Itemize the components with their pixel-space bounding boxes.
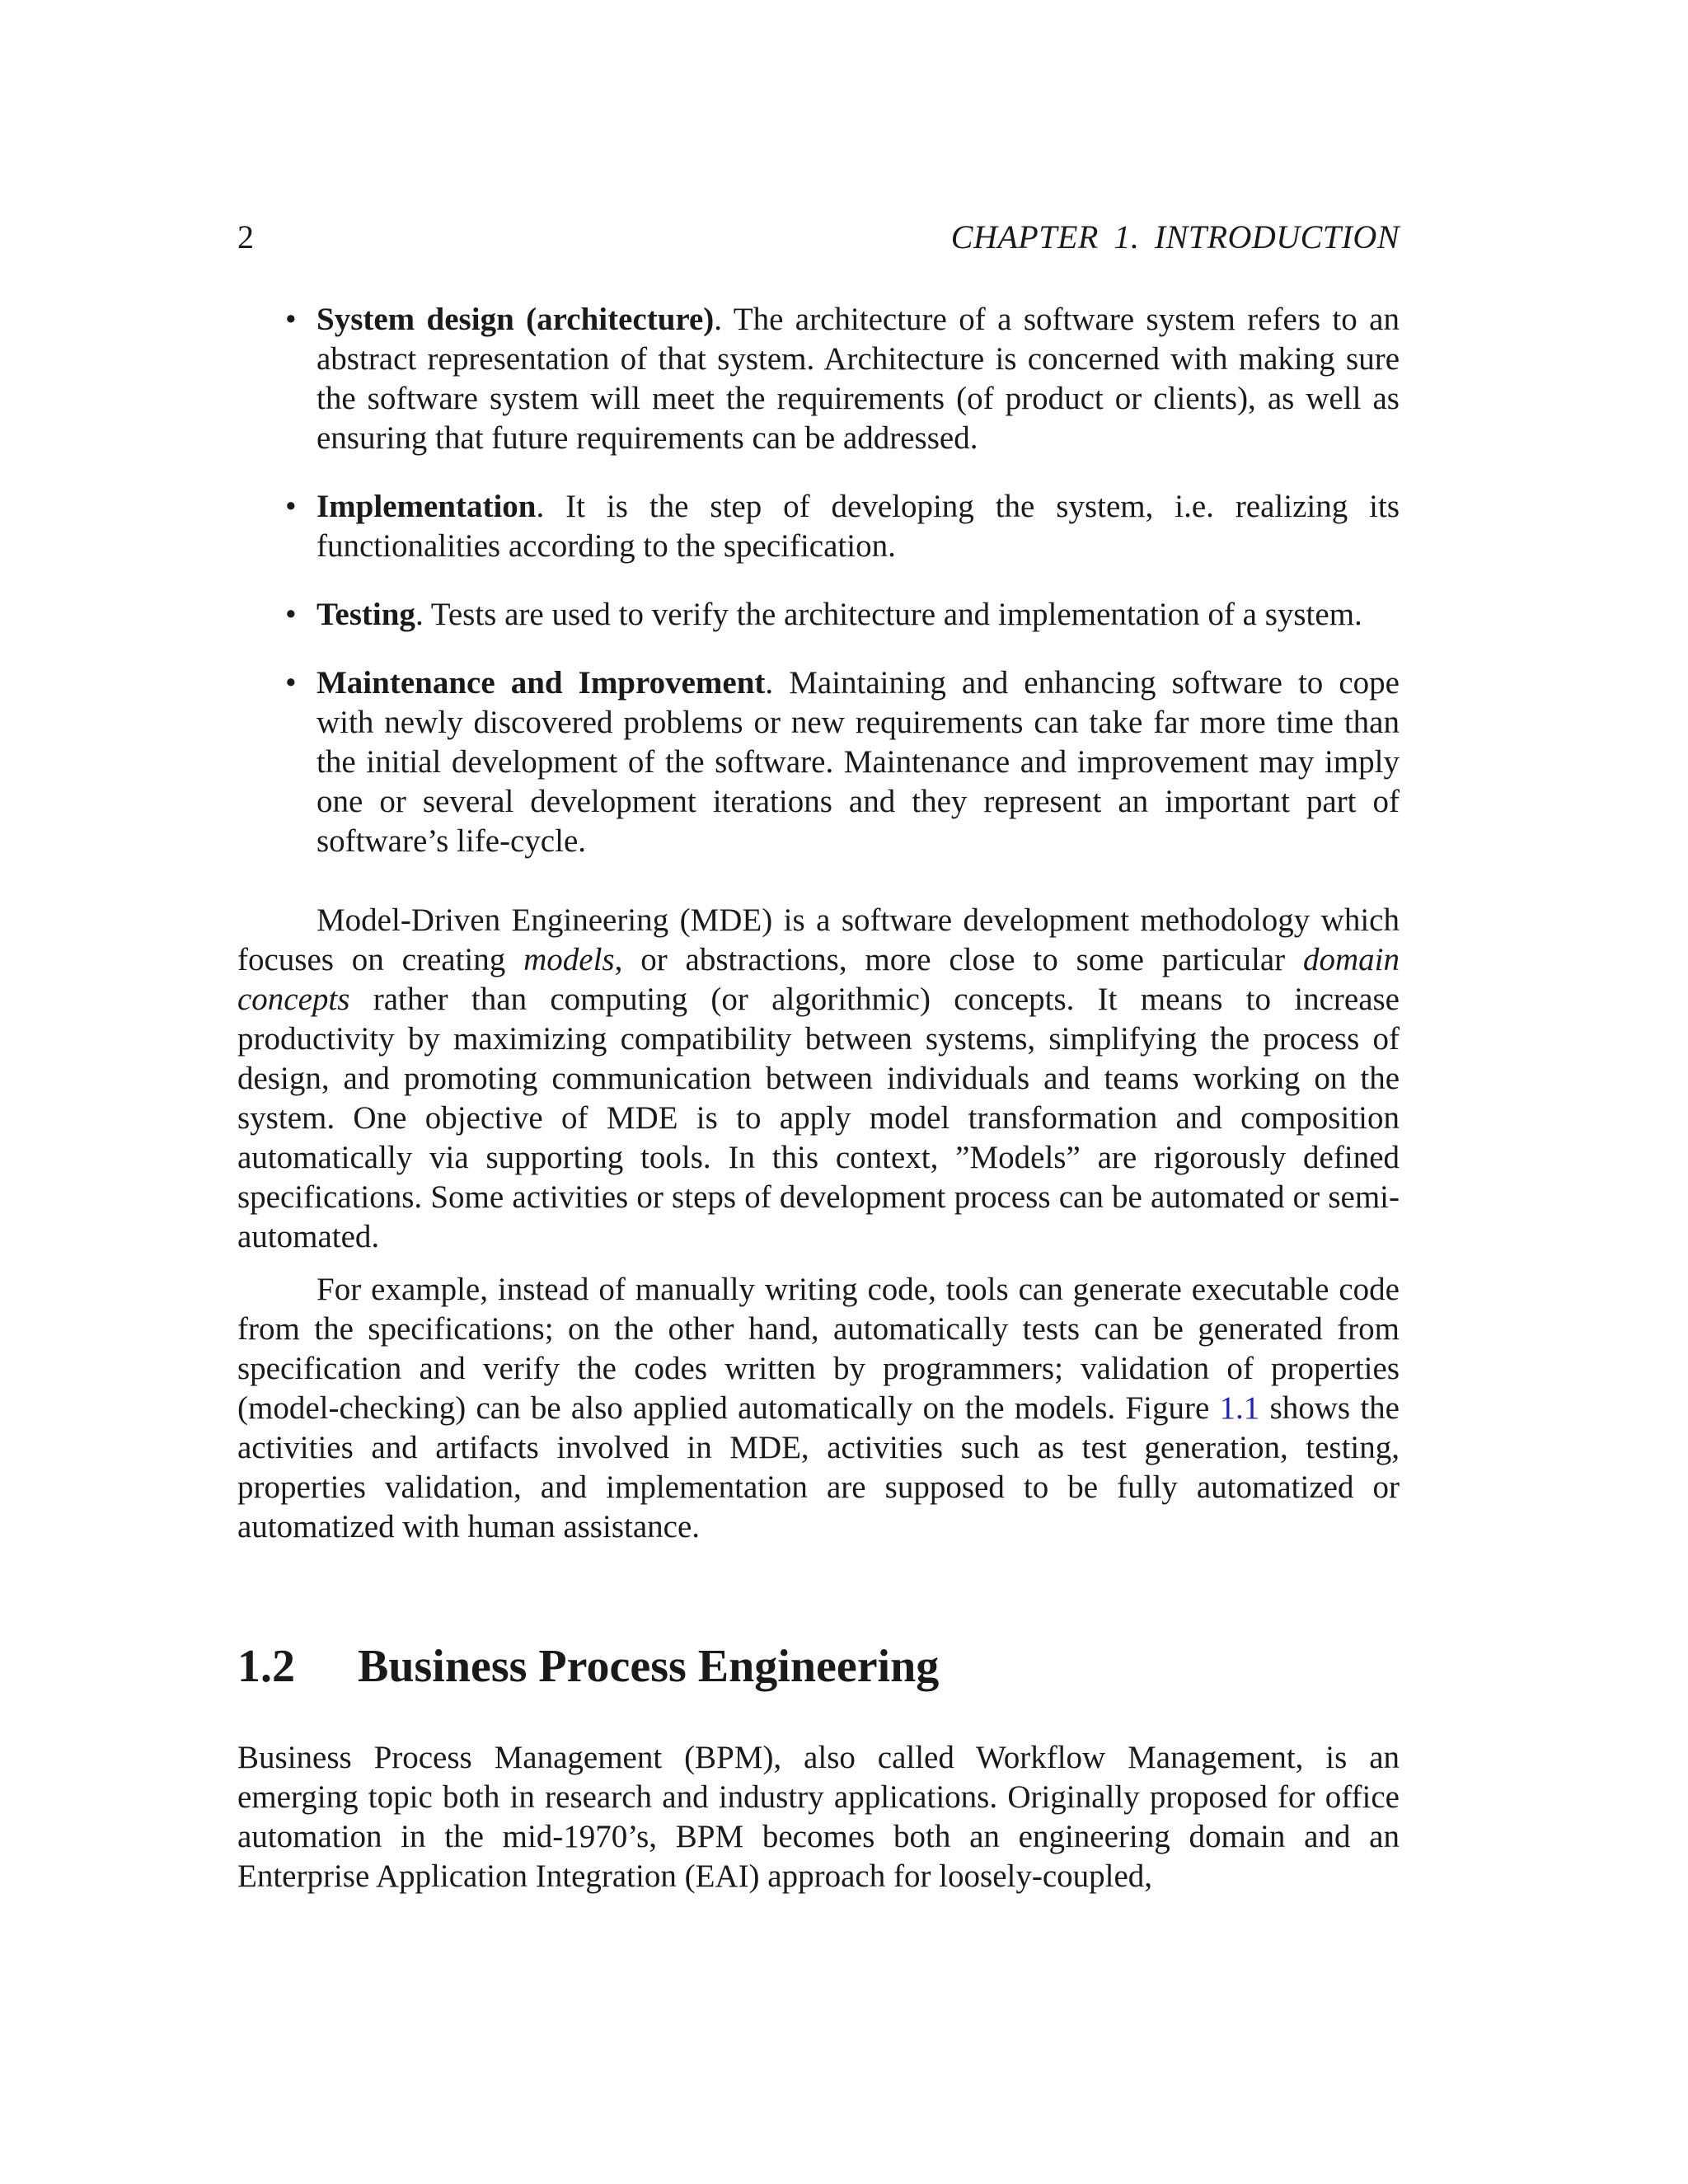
list-item-term: Testing [316, 597, 415, 632]
section-heading [237, 1638, 1400, 1695]
lifecycle-list [237, 300, 1400, 861]
page-number: 2 [237, 218, 254, 255]
section-title: Business Process Engineering [358, 1641, 940, 1692]
list-item [237, 300, 1400, 458]
bpm-paragraph: Business Process Management (BPM), also called Workflow Management, is an emerging topic both in research and industry applications. Originally proposed for office automation in the mid-1970’s, BPM becomes both an engineering domain and an Enterprise Application Integration (EAI) approach for loosely-coupled, [237, 1740, 1400, 1894]
list-item-term: Implementation [316, 489, 537, 524]
list-item-term: Maintenance and Improvement [316, 665, 766, 701]
list-item-text: . Tests are used to verify the architecture and implementation of a system. [415, 597, 1362, 632]
example-paragraph: For example, instead of manually writing code, tools can generate executable code from the specifications; on the other hand, automatically tests can be generated from specification and verify the codes written by programmers; validation of properties (model-checking) can be also applied automatically on the models. Figure 1.1 shows the activities and artifacts involved in MDE, activities such as test generation, testing, properties validation, and implementation are supposed to be fully automatized or automatized with human assistance. [237, 1272, 1400, 1544]
emphasis-models: models [523, 942, 615, 977]
bullet-icon: • [285, 597, 297, 632]
figure-reference-link[interactable]: 1.1 [1219, 1390, 1260, 1426]
section-number: 1.2 [237, 1641, 295, 1692]
list-item-text: . The architecture of a software system refers to an abstract representation of that system. Architecture is concerned with making sure the software system will meet the requirements (of product or clients), as well as ensuring that future requirements can be addressed. [316, 302, 1400, 456]
running-title: CHAPTER 1. INTRODUCTION [950, 218, 1400, 255]
list-item-text: . It is the step of developing the system, i.e. realizing its functionalities according to the specification. [316, 489, 1400, 564]
bullet-icon: • [285, 489, 297, 524]
mde-paragraph: Model-Driven Engineering (MDE) is a software development methodology which focuses on creating models, or abstractions, more close to some particular domain concepts rather than computing (or algorithmic) concepts. It means to increase productivity by maximizing compatibility between systems, simplifying the process of design, and promoting communication between individuals and teams working on the system. One objective of MDE is to apply model transformation and composition automatically via supporting tools. In this context, ”Models” are rigorously defined specifications. Some activities or steps of development process can be automated or semi-automated. [237, 902, 1400, 1254]
list-item [237, 487, 1400, 566]
bullet-icon: • [285, 302, 297, 337]
bullet-icon: • [285, 665, 297, 701]
page-header [237, 213, 1400, 262]
body-text [237, 300, 1400, 1896]
emphasis-domain-concepts: domain concepts [237, 942, 1400, 1017]
list-item [237, 595, 1400, 635]
list-item-text: . Maintaining and enhancing software to cope with newly discovered problems or new requirements can take far more time than the initial development of the software. Maintenance and improvement may imply one or several development iterations and they represent an important part of software’s life-cycle. [316, 665, 1400, 859]
list-item-term: System design (architecture) [316, 302, 715, 337]
list-item [237, 663, 1400, 861]
